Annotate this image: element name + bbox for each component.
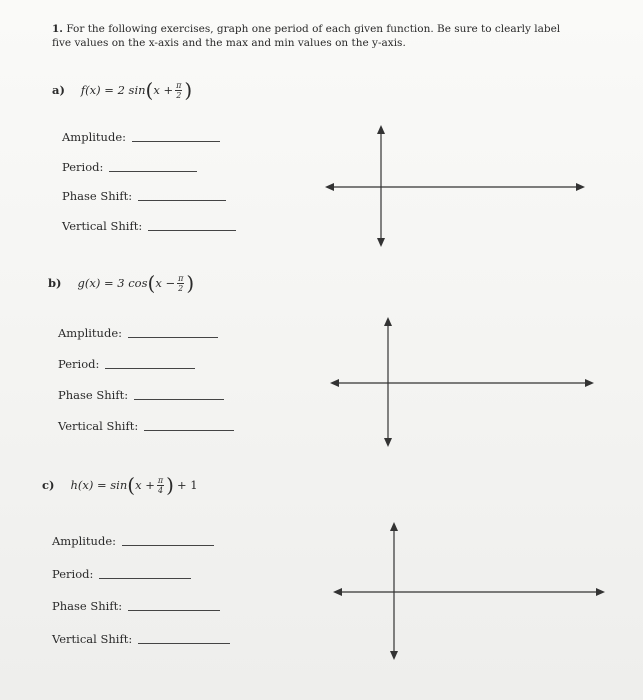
part-c-frac-num: π [157, 475, 164, 485]
part-c-frac-den: 4 [157, 485, 164, 495]
period-label: Period: [62, 160, 104, 174]
part-c-function [42, 475, 198, 495]
part-a-coordinate-axes[interactable] [325, 125, 585, 247]
part-a-phase-shift-field [62, 189, 226, 203]
x-axis-left-arrow-icon [325, 183, 334, 191]
close-paren: ) [184, 78, 193, 102]
period-blank[interactable] [109, 170, 197, 172]
amplitude-blank[interactable] [122, 544, 214, 546]
open-paren: ( [145, 78, 154, 102]
part-b-coordinate-axes[interactable] [330, 317, 594, 447]
problem-text: For the following exercises, graph one period of each given function. Be sure to clearly label five values on the x-axis and the max and min values on the y-axis. [52, 23, 561, 49]
x-axis-right-arrow-icon [576, 183, 585, 191]
phase-shift-blank[interactable] [134, 398, 224, 400]
phase-shift-label: Phase Shift: [62, 189, 133, 203]
y-axis-up-arrow-icon [384, 317, 392, 326]
y-axis-down-arrow-icon [384, 438, 392, 447]
amplitude-label: Amplitude: [58, 326, 122, 340]
part-c-amplitude-field [52, 534, 214, 548]
x-axis-left-arrow-icon [330, 379, 339, 387]
problem-number: 1. [52, 23, 63, 35]
part-b-vertical-shift-field [58, 419, 234, 433]
amplitude-blank[interactable] [132, 140, 220, 142]
part-b-frac-den: 2 [178, 283, 184, 293]
amplitude-label: Amplitude: [52, 534, 116, 548]
problem-instructions [52, 22, 582, 50]
part-c-coordinate-axes[interactable] [333, 522, 605, 660]
period-label: Period: [58, 357, 100, 371]
phase-shift-label: Phase Shift: [52, 599, 123, 613]
part-c-label: c) [42, 478, 55, 492]
open-paren: ( [147, 271, 156, 295]
x-axis-right-arrow-icon [596, 588, 605, 596]
part-c-vertical-shift-field [52, 632, 230, 646]
vertical-shift-label: Vertical Shift: [58, 419, 139, 433]
part-a-amplitude-field [62, 130, 220, 144]
part-b-function [48, 273, 194, 293]
part-a-func-name: f(x) = 2 sin [80, 83, 146, 97]
part-a-function [52, 80, 192, 100]
part-c-inner: x + [135, 478, 155, 492]
vertical-shift-label: Vertical Shift: [52, 632, 133, 646]
part-b-label: b) [48, 276, 62, 290]
y-axis-up-arrow-icon [390, 522, 398, 531]
vertical-shift-blank[interactable] [138, 642, 230, 644]
x-axis-left-arrow-icon [333, 588, 342, 596]
part-b-period-field [58, 357, 195, 371]
close-paren: ) [166, 473, 174, 497]
part-b-frac-num: π [178, 273, 184, 283]
y-axis-down-arrow-icon [390, 651, 398, 660]
part-c-phase-shift-field [52, 599, 220, 613]
y-axis-up-arrow-icon [377, 125, 385, 134]
part-b-amplitude-field [58, 326, 218, 340]
part-a-frac-num: π [176, 80, 182, 90]
part-a-vertical-shift-field [62, 219, 236, 233]
vertical-shift-blank[interactable] [148, 229, 236, 231]
part-a-label: a) [52, 83, 65, 97]
close-paren: ) [186, 271, 195, 295]
x-axis-right-arrow-icon [585, 379, 594, 387]
part-b-fraction [177, 274, 184, 293]
part-b-phase-shift-field [58, 388, 224, 402]
open-paren: ( [127, 473, 136, 497]
part-b-func-name: g(x) = 3 cos [77, 276, 148, 290]
vertical-shift-label: Vertical Shift: [62, 219, 143, 233]
amplitude-label: Amplitude: [62, 130, 126, 144]
part-a-inner: x + [153, 83, 174, 97]
part-c-period-field [52, 567, 191, 581]
phase-shift-blank[interactable] [138, 199, 226, 201]
phase-shift-blank[interactable] [128, 609, 220, 611]
part-c-fraction [157, 476, 164, 495]
part-c-func-name: h(x) = sin [70, 478, 128, 492]
amplitude-blank[interactable] [128, 336, 218, 338]
part-a-period-field [62, 160, 197, 174]
part-a-fraction [175, 81, 182, 100]
period-blank[interactable] [99, 577, 191, 579]
period-blank[interactable] [105, 367, 195, 369]
part-c-suffix: + 1 [176, 478, 198, 492]
phase-shift-label: Phase Shift: [58, 388, 129, 402]
part-a-frac-den: 2 [176, 90, 182, 100]
period-label: Period: [52, 567, 94, 581]
part-b-inner: x − [155, 276, 176, 290]
y-axis-down-arrow-icon [377, 238, 385, 247]
vertical-shift-blank[interactable] [144, 429, 234, 431]
